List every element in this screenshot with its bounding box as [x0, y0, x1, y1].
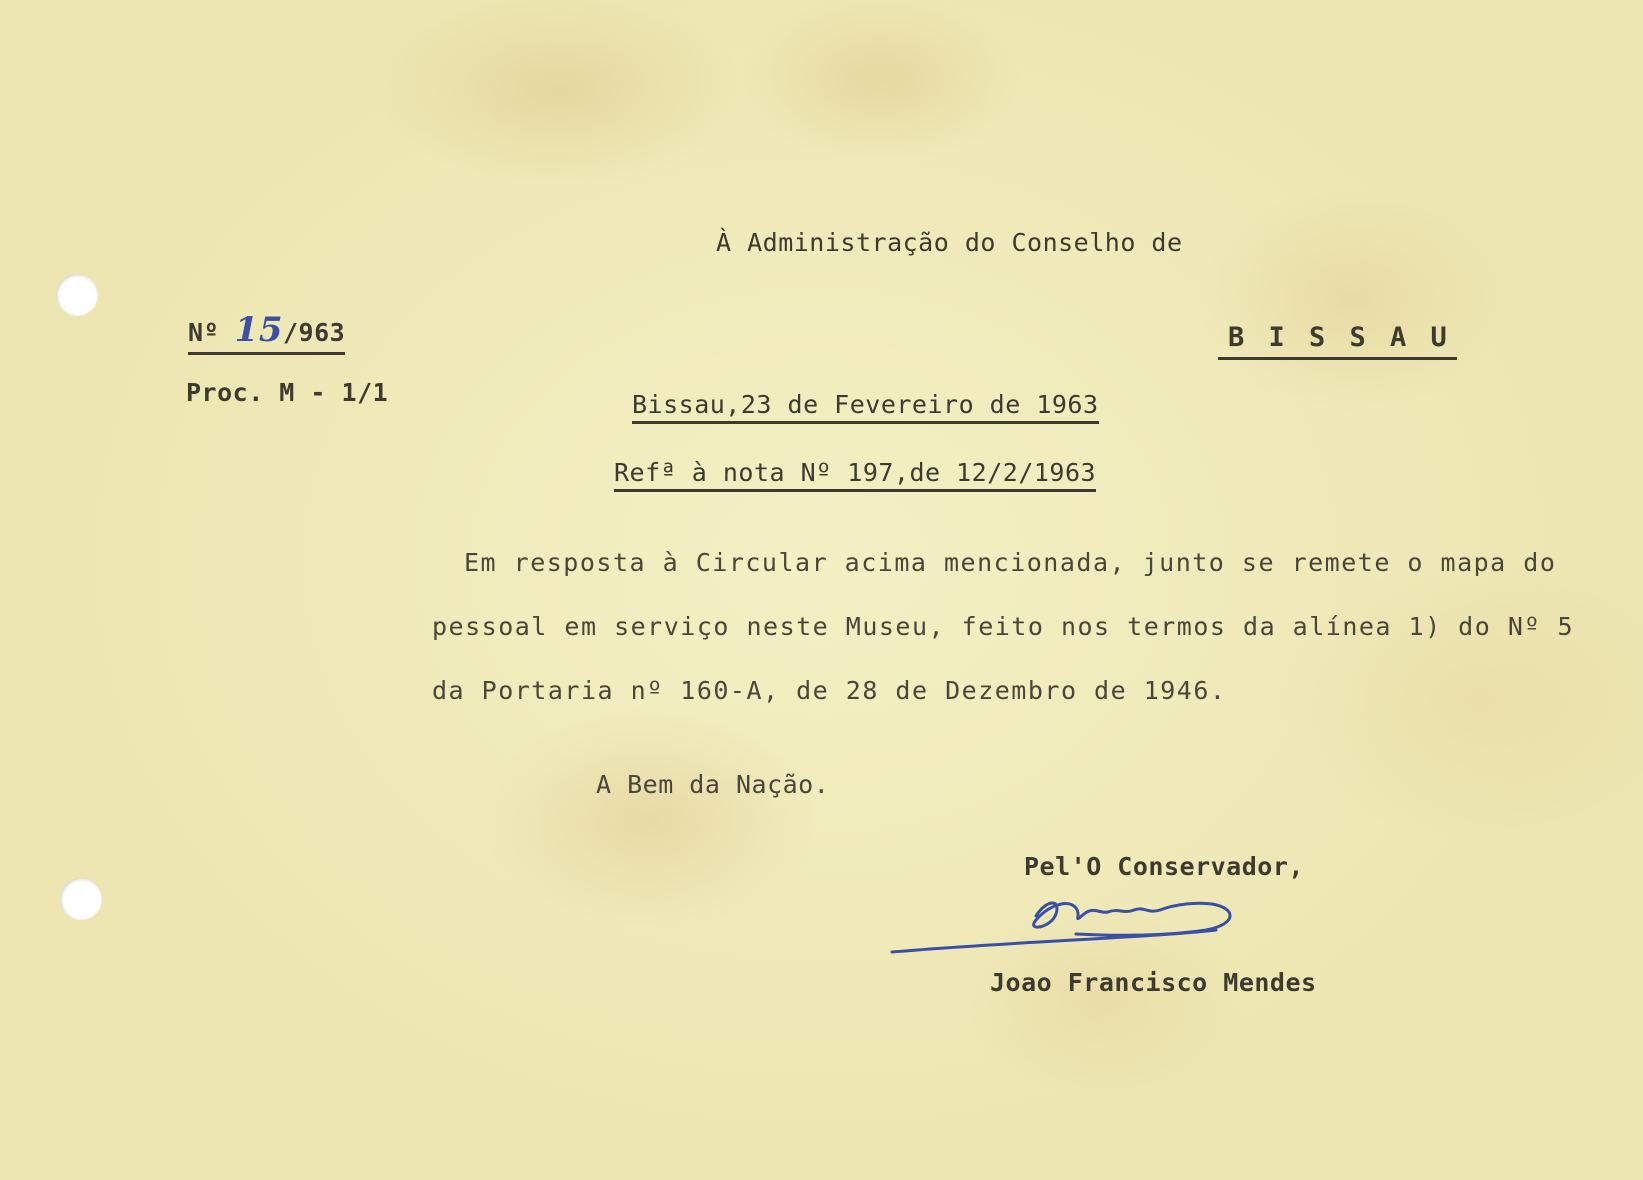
- punch-hole-top: [56, 274, 98, 316]
- reference-handwritten-number: 15: [234, 310, 283, 350]
- reference-note-line: Refª à nota Nº 197,de 12/2/1963: [614, 458, 1096, 492]
- reference-number: [188, 310, 345, 355]
- signatory-role: Pel'O Conservador,: [1024, 852, 1304, 881]
- closing-salutation: A Bem da Nação.: [596, 770, 830, 799]
- addressee-city: B I S S A U: [1218, 322, 1457, 360]
- body-line-1: Em resposta à Circular acima mencionada, junto se remete o mapa do: [464, 548, 1557, 577]
- signatory-name: Joao Francisco Mendes: [990, 968, 1317, 997]
- punch-hole-bottom: [60, 878, 102, 920]
- body-line-3: da Portaria nº 160-A, de 28 de Dezembro de 1946.: [432, 676, 1227, 705]
- reference-prefix: Nº: [188, 318, 220, 347]
- handwritten-signature: [886, 880, 1316, 960]
- body-line-2: pessoal em serviço neste Museu, feito nos termos da alínea 1) do Nº 5: [432, 612, 1575, 641]
- date-line: Bissau,23 de Fevereiro de 1963: [632, 390, 1099, 424]
- addressee-line: À Administração do Conselho de: [716, 228, 1183, 257]
- reference-year: /963: [283, 318, 346, 347]
- process-number: Proc. M - 1/1: [186, 378, 389, 407]
